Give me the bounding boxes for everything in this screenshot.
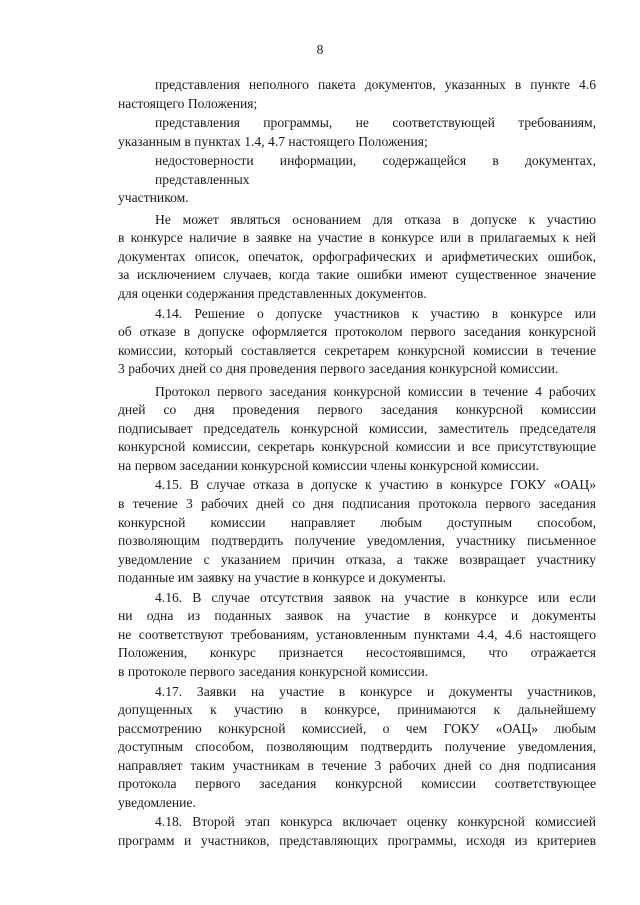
text-line: поданные им заявку на участие в конкурсе и документы. — [118, 570, 446, 586]
paragraph — [118, 813, 596, 850]
paragraph — [118, 305, 596, 379]
text-line: комиссии, который составляется секретарем конкурсной комиссии в течение — [118, 342, 596, 358]
paragraph — [118, 383, 596, 476]
paragraph — [118, 683, 596, 813]
text-line: допущенных к участию в конкурсе, принимаются к дальнейшему — [118, 702, 596, 718]
text-line: недостоверности информации, содержащейся в документах, представленных — [155, 153, 596, 187]
text-line: представления программы, не соответствующей требованиям, — [155, 115, 596, 131]
text-line: документах описок, опечаток, орфографических и арифметических ошибок, — [118, 248, 596, 264]
text-line: не соответствуют требованиям, установленным пунктами 4.4, 4.6 настоящего — [118, 626, 596, 642]
paragraph — [118, 211, 596, 304]
text-line: доступным способом, позволяющим подтвердить получение уведомления, — [118, 739, 596, 755]
text-line: направляет таким участникам в течение 3 рабочих дней со дня подписания — [118, 757, 596, 773]
text-line: на первом заседании конкурсной комиссии члены конкурсной комиссии. — [118, 457, 539, 473]
text-line: в конкурсе наличие в заявке на участие в конкурсе или в прилагаемых к ней — [118, 230, 596, 246]
text-line: для оценки содержания представленных документов. — [118, 286, 427, 302]
text-line: 4.17. Заявки на участие в конкурсе и документы участников, — [155, 683, 596, 699]
paragraph — [118, 114, 596, 151]
text-line: программ и участников, представляющих программы, исходя из критериев — [118, 832, 596, 848]
text-line: представления неполного пакета документов, указанных в пункте 4.6 — [155, 77, 596, 92]
text-line: указанным в пунктах 1.4, 4.7 настоящего Положения; — [118, 133, 428, 149]
text-line: 4.16. В случае отсутствия заявок на участие в конкурсе или если — [155, 589, 596, 605]
text-line: конкурсной комиссии, секретарь конкурсной комиссии и все присутствующие — [118, 439, 596, 455]
text-line: дней со дня проведения первого заседания конкурсной комиссии — [118, 402, 596, 418]
text-line: участником. — [118, 190, 189, 206]
paragraph — [118, 589, 596, 682]
text-line: 4.15. В случае отказа в допуске к участию в конкурсе ГОКУ «ОАЦ» — [155, 477, 596, 493]
text-line: настоящего Положения; — [118, 95, 258, 111]
text-line: Не может являться основанием для отказа в допуске к участию — [155, 211, 596, 227]
text-line: за исключением случаев, когда такие ошибки имеют существенное значение — [118, 267, 596, 283]
text-line: в протоколе первого заседания конкурсной комиссии. — [118, 663, 429, 679]
paragraph — [118, 476, 596, 587]
text-line: конкурсной комиссии направляет любым доступным способом, — [118, 514, 596, 530]
paragraph — [118, 152, 596, 208]
text-line: подписывает председатель конкурсной комиссии, заместитель председателя — [118, 420, 596, 436]
text-line: 4.18. Второй этап конкурса включает оценку конкурсной комиссией — [155, 814, 596, 830]
text-line: в течение 3 рабочих дней со дня подписания протокола первого заседания — [118, 496, 596, 512]
text-line: уведомление. — [118, 794, 196, 810]
text-line: 4.14. Решение о допуске участников к участию в конкурсе или — [155, 305, 596, 321]
document-body — [118, 76, 596, 850]
text-line: рассмотрению конкурсной комиссией, о чем ГОКУ «ОАЦ» любым — [118, 720, 596, 736]
paragraph — [118, 76, 596, 113]
text-line: уведомление с указанием причин отказа, а также возвращает участнику — [118, 551, 596, 567]
text-line: протокола первого заседания конкурсной комиссии соответствующее — [118, 776, 596, 792]
text-line: ни одна из поданных заявок на участие в конкурсе и документы — [118, 608, 596, 624]
text-line: позволяющим подтвердить получение уведомления, участнику письменное — [118, 533, 596, 549]
page-number: 8 — [316, 42, 324, 57]
text-line: Положения, конкурс признается несостоявшимся, что отражается — [118, 645, 596, 661]
text-line: об отказе в допуске оформляется протоколом первого заседания конкурсной — [118, 324, 596, 340]
text-line: Протокол первого заседания конкурсной комиссии в течение 4 рабочих — [155, 383, 596, 399]
text-line: 3 рабочих дней со дня проведения первого заседания конкурсной комиссии. — [118, 361, 559, 377]
